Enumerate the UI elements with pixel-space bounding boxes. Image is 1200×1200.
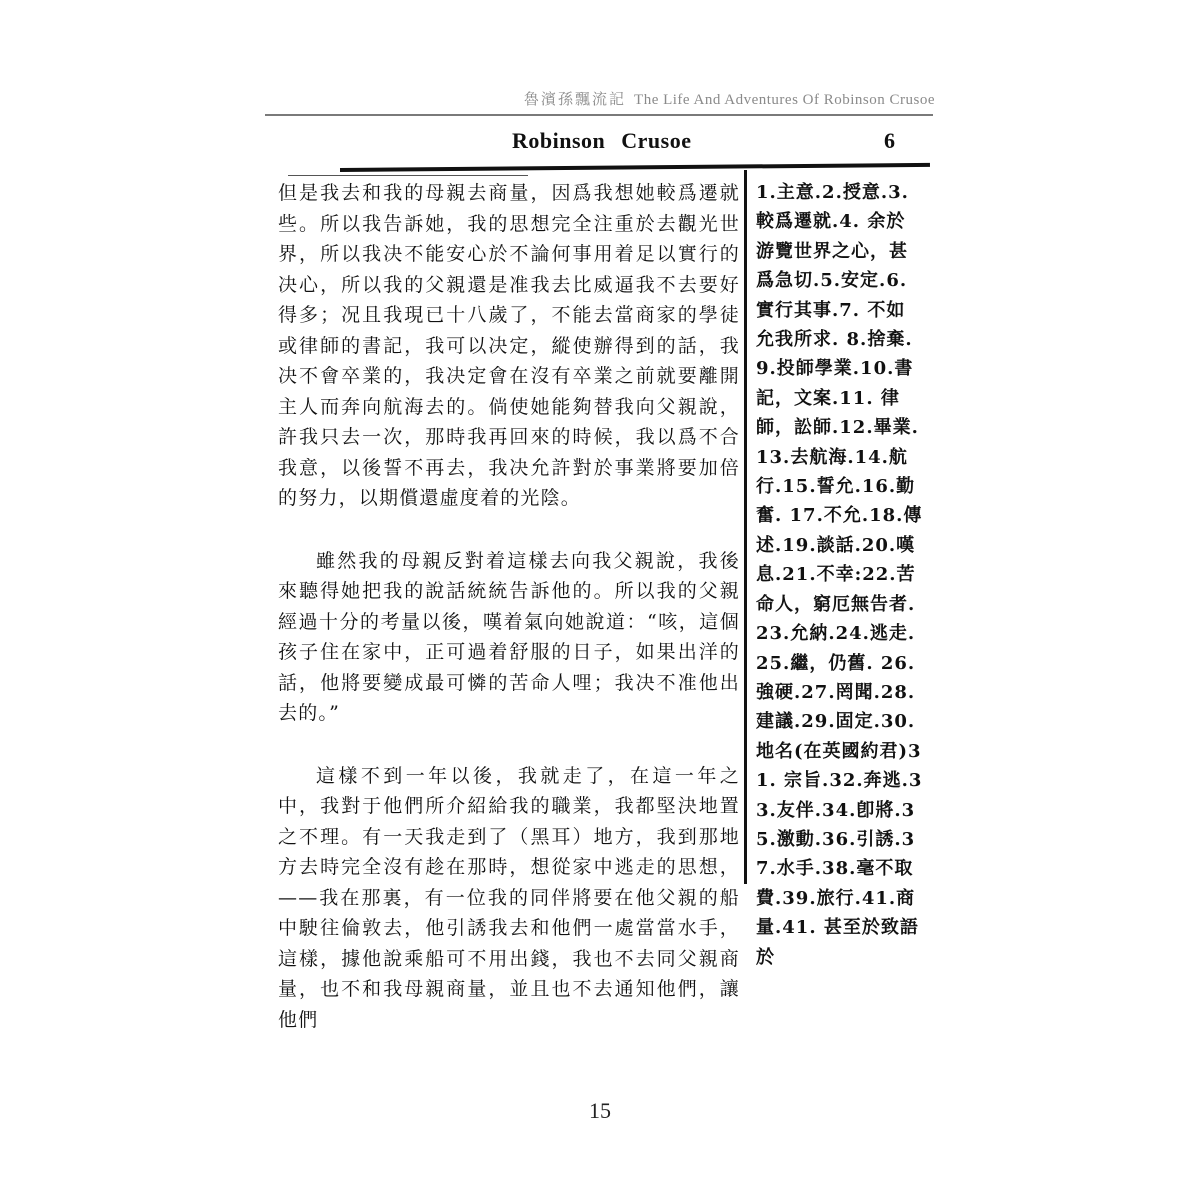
page-title: Robinson Crusoe <box>512 128 692 153</box>
page-number: 15 <box>589 1098 611 1123</box>
title-rule <box>340 163 930 172</box>
running-header <box>524 88 935 109</box>
title-rule-thin <box>288 175 528 176</box>
column-divider <box>744 170 747 884</box>
header-rule <box>265 114 933 116</box>
english-book-title: The Life And Adventures Of Robinson Crusoe <box>634 92 935 108</box>
paragraph-2: 雖然我的母親反對着這樣去向我父親說，我後來聽得她把我的說話統統告訴他的。所以我的父親經過十分的考量以後，嘆着氣向她說道：“咳，這個孩子住在家中，正可過着舒服的日子，如果出洋的話，他將要變成最可憐的苦命人哩；我决不准他出去的。” <box>278 549 740 724</box>
paragraph-1: 但是我去和我的母親去商量，因爲我想她較爲遷就些。所以我告訴她，我的思想完全注重於去觀光世界，所以我决不能安心於不論何事用着足以實行的决心，所以我的父親還是准我去比威逼我不去要好得多；况且我現已十八歲了，不能去當商家的學徒或律師的書記，我可以决定，縱使辦得到的話，我决不會卒業的，我决定會在沒有卒業之前就要離開主人而奔向航海去的。倘使她能夠替我向父親說，許我只去一次，那時我再回來的時候，我以爲不合我意，以後誓不再去，我决允許對於事業將要加倍的努力，以期償還虛度着的光陰。 <box>278 182 740 509</box>
main-text-column <box>278 178 740 1035</box>
vocabulary-notes: 1.主意.2.授意.3.較爲遷就.4. 余於游覽世界之心，甚爲急切.5.安定.6.實行其事.7. 不如允我所求. 8.捨棄.9.投師學業.10.書記，文案.11. 律師，訟師.12.畢業.13.去航海.14.航行.15.誓允.16.勤奮. 17.不允.18.傳述.19.談話.20.嘆息.21.不幸:22.苦命人，窮厄無告者.23.允納.24.逃走.25.繼，仍舊. 26.強硬.27.罔聞.28.建議.29.固定.30.地名(在英國約君)31. 宗旨.32.奔逃.33.友伴.34.卽將.35.激動.36.引誘.37.水手.38.毫不取費.39.旅行.41.商量.41. 甚至於致語於 <box>756 182 923 968</box>
chapter-number: 6 <box>884 128 895 153</box>
chinese-book-title: 魯濱孫飄流記 <box>524 90 627 108</box>
scanned-page <box>272 124 932 1074</box>
paragraph-3: 這樣不到一年以後，我就走了，在這一年之中，我對于他們所介紹給我的職業，我都堅決地置之不理。有一天我走到了（黑耳）地方，我到那地方去時完全沒有趁在那時，想從家中逃走的思想，——我在那裏，有一位我的同伴將要在他父親的船中駛往倫敦去，他引誘我去和他們一處當當水手，這樣，據他說乘船可不用出錢，我也不去同父親商量，也不和我母親商量，並且也不去通知他們，讓他們 <box>278 764 740 1031</box>
